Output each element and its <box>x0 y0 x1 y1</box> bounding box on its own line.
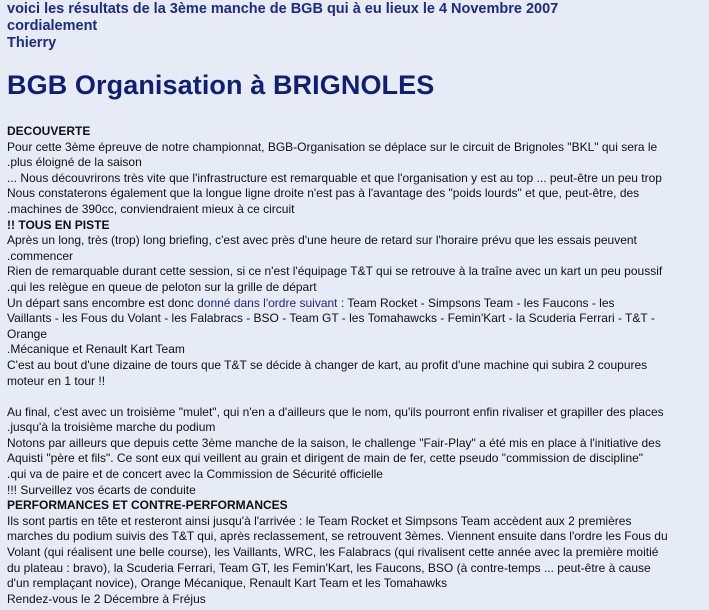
paragraph-line: .commencer <box>7 248 74 263</box>
intro-signature: Thierry <box>7 35 57 51</box>
paragraph-line: !!! Surveillez vos écarts de conduite <box>7 482 196 497</box>
paragraph-line: Volant (qui réalisent une belle course), les Vaillants, WRC, les Falabracs (qui rivalisent cette année avec la première moitié <box>7 545 659 560</box>
page-title: BGB Organisation à BRIGNOLES <box>7 70 435 100</box>
paragraph-line: Après un long, très (trop) long briefing, c'est avec près d'une heure de retard sur l'horaire prévu que les essais peuvent <box>7 233 637 248</box>
section-heading-piste: !! TOUS EN PISTE <box>7 217 110 232</box>
paragraph-line: .machines de 390cc, conviendraient mieux à ce circuit <box>7 201 295 216</box>
section-heading-decouverte: DECOUVERTE <box>7 124 91 138</box>
paragraph-line: ... Nous découvrirons très vite que l'infrastructure est remarquable et que l'organisation y est au top ... peut-être un peu trop <box>7 170 662 185</box>
paragraph-line: Rien de remarquable durant cette session, si ce n'est l'équipage T&T qui se retrouve à la traîne avec un kart un peu poussif <box>7 264 663 279</box>
intro-line: voici les résultats de la 3ème manche de BGB qui à eu lieux le 4 Novembre 2007 <box>7 1 559 17</box>
closing-line: Rendez-vous le 2 Décembre à Fréjus <box>7 591 206 606</box>
paragraph-line: .Mécanique et Renault Kart Team <box>7 342 185 357</box>
depart-highlight: donné dans l'ordre suivant : <box>197 295 345 310</box>
section-heading-performances: PERFORMANCES ET CONTRE-PERFORMANCES <box>7 498 288 513</box>
paragraph-line: Ils sont partis en tête et resteront ainsi jusqu'à l'arrivée : le Team Rocket et Simpsons Team accèdent aux 2 premières <box>7 513 632 528</box>
paragraph-line: Pour cette 3ème épreuve de notre championnat, BGB-Organisation se déplace sur le circuit de Brignoles "BKL" qui sera le <box>7 139 658 154</box>
intro-greeting: cordialement <box>7 18 98 34</box>
paragraph-line: du plateau : bravo), la Scuderia Ferrari, Team GT, les Femin'Kart, les Faucons, BSO (à contre-temps ... peut-être à cause <box>7 560 651 575</box>
paragraph-line: Notons par ailleurs que depuis cette 3ème manche de la saison, le challenge "Fair-Play" a été mis en place à l'initiative des <box>7 435 661 450</box>
paragraph-line: moteur en 1 tour !! <box>7 373 106 388</box>
paragraph-line: Au final, c'est avec un troisième "mulet", qui n'en a d'ailleurs que le nom, qu'ils pourront enfin rivaliser et grapiller des places <box>7 404 664 419</box>
paragraph-line: Orange <box>7 326 48 341</box>
paragraph-line: .plus éloigné de la saison <box>7 155 142 170</box>
paragraph-line: Nous constaterons également que la longue ligne droite n'est pas à l'avantage des "poids lourds" et que, peut-être, des <box>7 186 640 201</box>
paragraph-line: .qui les relègue en queue de peloton sur la grille de départ <box>7 279 317 294</box>
paragraph-line: marches du podium suivis des T&T qui, après reclassement, se retrouvent 3èmes. Viennent ensuite dans l'ordre les Fous du <box>7 529 668 544</box>
paragraph-line: Vaillants - les Fous du Volant - les Falabracs - BSO - Team GT - les Tomahawcks - Femin'Kart - la Scuderia Ferrari - T&T - <box>7 311 655 326</box>
depart-prefix: Un départ sans encombre est donc <box>7 295 198 310</box>
blank-line <box>7 389 703 405</box>
intro-message <box>7 1 558 52</box>
paragraph-line: C'est au bout d'une dizaine de tours que T&T se décide à changer de kart, au profit d'une machine qui subira 2 coupures <box>7 357 648 372</box>
paragraph-line-depart <box>7 296 703 312</box>
paragraph-line: Aquisti "père et fils". Ce sont eux qui veillent au grain et dirigent de main de fer, cette pseudo "commission de discipline" <box>7 451 644 466</box>
paragraph-line: .qui va de paire et de concert avec la Commission de Sécurité officielle <box>7 467 383 482</box>
paragraph-line: d'un remplaçant novice), Orange Mécanique, Renault Kart Team et les Tomahawks <box>7 576 448 591</box>
paragraph-line: .jusqu'à la troisième marche du podium <box>7 420 216 435</box>
depart-suffix: Team Rocket - Simpsons Team - les Faucons - les <box>344 295 615 310</box>
article-body <box>7 124 703 607</box>
